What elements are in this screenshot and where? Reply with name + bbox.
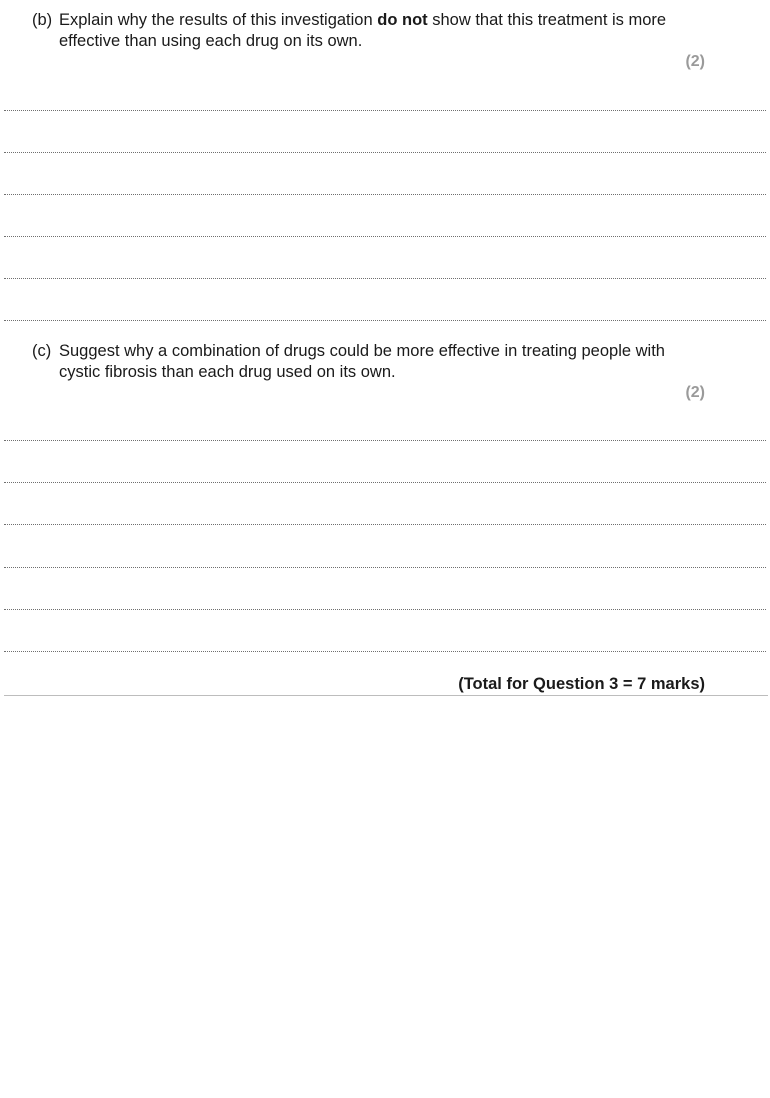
question-c-marks: (2) bbox=[685, 384, 705, 401]
answer-line-c-6[interactable] bbox=[4, 651, 766, 652]
answer-line-c-2[interactable] bbox=[4, 482, 766, 483]
question-total: (Total for Question 3 = 7 marks) bbox=[458, 675, 705, 693]
answer-line-b-2[interactable] bbox=[4, 152, 766, 153]
question-c-text: Suggest why a combination of drugs could be more effective in treating people with cystic fibrosis than each drug used on its own. bbox=[59, 342, 665, 381]
question-c-label: (c) bbox=[32, 342, 52, 360]
answer-line-c-1[interactable] bbox=[4, 440, 766, 441]
answer-line-c-3[interactable] bbox=[4, 524, 766, 525]
answer-line-b-3[interactable] bbox=[4, 194, 766, 195]
question-b bbox=[32, 10, 672, 52]
question-c bbox=[32, 341, 672, 383]
answer-line-b-4[interactable] bbox=[4, 236, 766, 237]
answer-line-b-1[interactable] bbox=[4, 110, 766, 111]
answer-line-b-5[interactable] bbox=[4, 278, 766, 279]
answer-line-c-5[interactable] bbox=[4, 609, 766, 610]
question-b-text-end: show that this treatment is more effective than using each drug on its own. bbox=[59, 11, 667, 50]
answer-line-b-6[interactable] bbox=[4, 320, 766, 321]
question-b-label: (b) bbox=[32, 11, 53, 29]
question-b-text-start: Explain why the results of this investigation bbox=[59, 11, 378, 29]
answer-line-c-4[interactable] bbox=[4, 567, 766, 568]
section-divider bbox=[4, 695, 768, 696]
question-b-text bbox=[59, 10, 672, 52]
question-b-emphasis: do not bbox=[377, 11, 428, 29]
question-b-marks: (2) bbox=[685, 53, 705, 70]
